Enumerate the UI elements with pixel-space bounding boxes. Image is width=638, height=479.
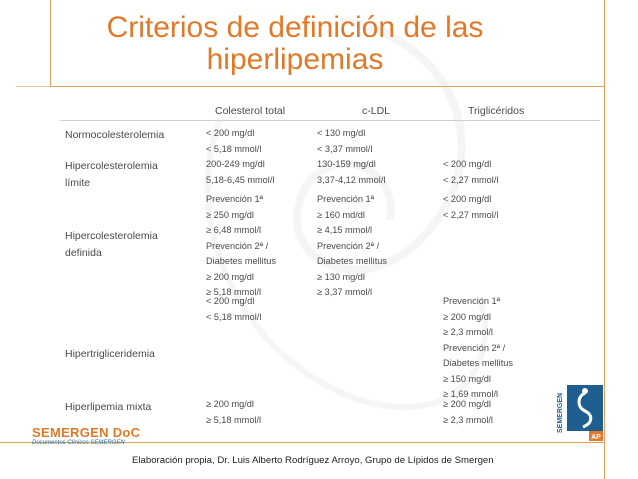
header-rule bbox=[60, 120, 600, 121]
cell-definida-total bbox=[206, 192, 276, 301]
footer-credit: Elaboración propia, Dr. Luis Alberto Rodríguez Arroyo, Grupo de Lípidos de Smergen bbox=[132, 455, 494, 466]
row-label-line: Hipercolesterolemia bbox=[65, 160, 158, 172]
cell-line: Diabetes mellitus bbox=[443, 358, 513, 368]
cell-line: Prevención 2ª / bbox=[317, 240, 380, 251]
row-label-hipercolesterolemia-limite bbox=[65, 158, 158, 192]
cell-mixta-total bbox=[206, 397, 261, 428]
cell-line: Prevención 1ª bbox=[317, 194, 375, 204]
cell-normo-total bbox=[206, 126, 261, 157]
cell-line: ≥ 200 mg/dl bbox=[206, 271, 254, 282]
cell-definida-ldl bbox=[317, 192, 387, 301]
cell-definida-tg bbox=[443, 192, 498, 223]
semergen-doc-logo bbox=[32, 425, 152, 446]
cell-line: Diabetes mellitus bbox=[317, 256, 387, 266]
cell-line: < 200 mg/dl bbox=[443, 159, 492, 169]
cell-hipertrig-tg bbox=[443, 294, 513, 403]
cell-line: ≥ 5,18 mmol/l bbox=[206, 414, 262, 425]
cell-line: < 200 mg/dl bbox=[443, 194, 492, 204]
cell-mixta-tg bbox=[443, 397, 493, 428]
semergen-doc-brand: SEMERGEN DoC bbox=[32, 425, 141, 440]
header-colesterol-total: Colesterol total bbox=[215, 105, 286, 117]
row-label-hipercolesterolemia-definida bbox=[65, 228, 158, 262]
cell-line: ≥ 3,37 mmol/l bbox=[317, 287, 373, 297]
cell-normo-ldl bbox=[317, 126, 372, 157]
cell-line: Prevención 2ª / bbox=[443, 342, 506, 353]
frame-line-right bbox=[604, 0, 605, 479]
cell-line: ≥ 1,69 mmol/l bbox=[443, 389, 499, 399]
cell-line: 3,37-4,12 mmol/l bbox=[317, 174, 386, 185]
cell-line: < 200 mg/dl bbox=[206, 296, 255, 306]
cell-line: ≥ 200 mg/dl bbox=[443, 311, 491, 322]
cell-line: ≥ 2,3 mmol/l bbox=[443, 327, 493, 337]
cell-hipertrig-total bbox=[206, 294, 261, 325]
frame-line-stub bbox=[16, 86, 50, 87]
row-label-hiperlipemia-mixta: Hiperlipemia mixta bbox=[65, 401, 152, 413]
cell-line: ≥ 250 mg/dl bbox=[206, 209, 254, 220]
cell-line: < 5,18 mmol/l bbox=[206, 311, 262, 322]
cell-line: < 3,37 mmol/l bbox=[317, 143, 373, 154]
cell-hiper-total bbox=[206, 157, 274, 188]
cell-line: ≥ 130 mg/dl bbox=[317, 271, 365, 282]
cell-line: 200-249 mg/dl bbox=[206, 159, 265, 169]
cell-line: ≥ 6,48 mmol/l bbox=[206, 225, 262, 235]
cell-line: Prevención 1ª bbox=[443, 296, 501, 306]
frame-line-left bbox=[50, 0, 51, 86]
cell-line: Diabetes mellitus bbox=[206, 256, 276, 266]
row-label-line: límite bbox=[65, 177, 91, 189]
cell-line: 130-159 mg/dl bbox=[317, 159, 376, 169]
semergen-doc-subtitle: Documentos Clínicos SEMERGEN bbox=[32, 440, 125, 446]
cell-line: ≥ 160 md/dl bbox=[317, 209, 365, 220]
cell-line: ≥ 200 mg/dl bbox=[443, 399, 491, 409]
logo-semergen-vertical-text: SEMERGEN bbox=[557, 392, 564, 433]
title-line-1: Criterios de definición de las bbox=[106, 11, 484, 44]
cell-hiper-tg bbox=[443, 157, 498, 188]
title-divider bbox=[50, 86, 604, 87]
header-c-ldl: c-LDL bbox=[362, 105, 391, 117]
cell-line: ≥ 4,15 mmol/l bbox=[317, 225, 373, 235]
cell-line: ≥ 150 mg/dl bbox=[443, 373, 491, 384]
title-line-2: hiperlipemias bbox=[206, 43, 384, 76]
header-trigliceridos: Triglicéridos bbox=[468, 105, 525, 117]
cell-line: Prevención 2ª / bbox=[206, 240, 269, 251]
cell-line: Prevención 1ª bbox=[206, 194, 264, 204]
cell-line: ≥ 5,18 mmol/l bbox=[206, 287, 262, 297]
cell-line: ≥ 2,3 mmol/l bbox=[443, 414, 493, 425]
cell-hiper-ldl bbox=[317, 157, 385, 188]
cell-line: ≥ 200 mg/dl bbox=[206, 399, 254, 409]
cell-line: < 130 mg/dl bbox=[317, 128, 366, 138]
cell-line: 5,18-6,45 mmol/l bbox=[206, 174, 275, 185]
cell-line: < 2,27 mmol/l bbox=[443, 209, 499, 220]
slide-title bbox=[60, 12, 530, 76]
semergen-ap-logo bbox=[553, 385, 603, 441]
cell-line: < 5,18 mmol/l bbox=[206, 143, 262, 154]
row-label-hipertrigliceridemia: Hipertrigliceridemia bbox=[65, 348, 155, 360]
cell-line: < 2,27 mmol/l bbox=[443, 174, 499, 185]
logo-dot bbox=[582, 388, 588, 394]
cell-line: < 200 mg/dl bbox=[206, 128, 255, 138]
row-label-line: definida bbox=[65, 247, 102, 259]
logo-ap-text: AP bbox=[591, 434, 601, 441]
row-label-line: Hipercolesterolemia bbox=[65, 230, 158, 242]
row-label-normocolesterolemia: Normocolesterolemia bbox=[65, 129, 165, 141]
